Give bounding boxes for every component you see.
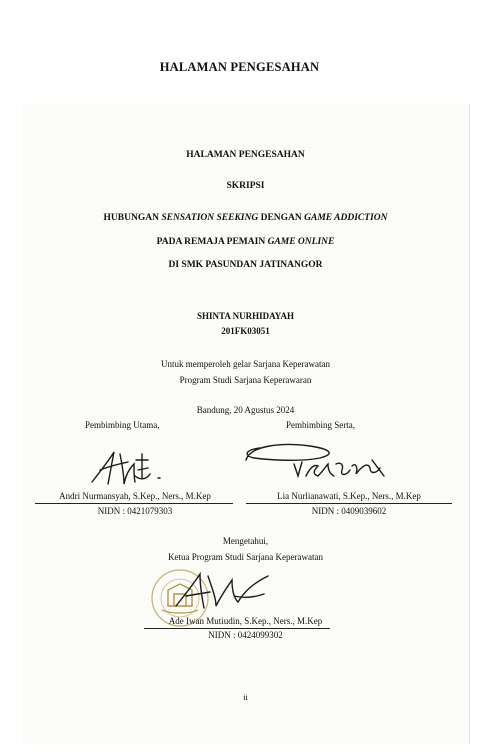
thesis-title-line-2 bbox=[22, 237, 469, 247]
supervisor1-role: Pembimbing Utama, bbox=[85, 420, 160, 430]
author-id: 201FK03051 bbox=[221, 326, 270, 336]
supervisor1-signature bbox=[88, 444, 198, 489]
supervisor1-divider bbox=[35, 503, 233, 504]
supervisor2-divider bbox=[246, 503, 452, 504]
supervisor2-name: Lia Nurlianawati, S.Kep., Ners., M.Kep bbox=[277, 491, 421, 501]
purpose-line-2: Program Studi Sarjana Keperawaran bbox=[179, 375, 312, 385]
place-date: Bandung, 20 Agustus 2024 bbox=[196, 405, 295, 415]
supervisor2-role: Pembimbing Serta, bbox=[286, 420, 355, 430]
page-title: HALAMAN PENGESAHAN bbox=[159, 60, 320, 74]
document-type: SKRIPSI bbox=[226, 181, 265, 191]
title-text: DENGAN bbox=[258, 213, 305, 223]
title-text: HUBUNGAN bbox=[103, 213, 162, 223]
page-number: ii bbox=[243, 692, 248, 702]
author-name: SHINTA NURHIDAYAH bbox=[197, 311, 294, 321]
head-signature bbox=[172, 568, 282, 618]
supervisor2-nidn: NIDN : 0409039602 bbox=[311, 506, 387, 516]
approval-label: Mengetahui, bbox=[222, 536, 269, 546]
head-name: Ade Iwan Mutiudin, S.Kep., Ners., M.Kep bbox=[168, 616, 323, 626]
thesis-title-line-1 bbox=[22, 213, 469, 223]
title-text: PADA REMAJA PEMAIN bbox=[156, 237, 268, 247]
supervisor2-signature bbox=[240, 440, 400, 485]
supervisor1-name: Andri Nurmansyah, S.Kep., Ners., M.Kep bbox=[59, 491, 211, 501]
purpose-line-1: Untuk memperoleh gelar Sarjana Keperawatan bbox=[161, 359, 330, 369]
title-italic: GAME ONLINE bbox=[267, 237, 335, 247]
approval-heading: HALAMAN PENGESAHAN bbox=[186, 150, 305, 160]
thesis-title-line-3: DI SMK PASUNDAN JATINANGOR bbox=[168, 260, 323, 270]
head-nidn: NIDN : 0424099302 bbox=[208, 630, 283, 640]
head-role: Ketua Program Studi Sarjana Keperawatan bbox=[168, 552, 323, 562]
head-divider bbox=[144, 628, 330, 629]
supervisor1-nidn: NIDN : 0421079303 bbox=[97, 506, 173, 516]
title-italic: GAME ADDICTION bbox=[304, 213, 388, 223]
scanned-approval-sheet bbox=[22, 104, 470, 744]
title-italic: SENSATION SEEKING bbox=[161, 213, 259, 223]
